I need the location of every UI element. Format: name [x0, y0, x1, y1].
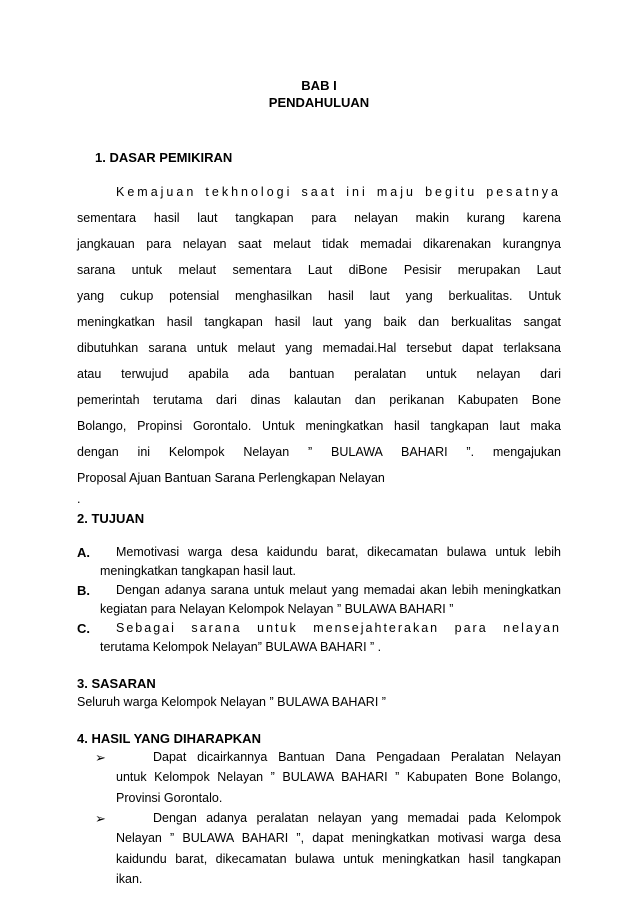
list-item-line: Dengan adanya sarana untuk melaut yang memadai akan lebih meningkatkan	[116, 583, 561, 597]
section-heading-dasar-pemikiran: 1. DASAR PEMIKIRAN	[95, 150, 233, 165]
list-item-line: meningkatkan tangkapan hasil laut.	[100, 564, 296, 578]
arrow-bullet-icon: ➢	[95, 811, 106, 826]
list-item-line: ikan.	[116, 872, 143, 886]
paragraph-line: Proposal Ajuan Bantuan Sarana Perlengkapan Nelayan	[77, 471, 385, 485]
paragraph-line: meningkatkan hasil tangkapan hasil laut yang baik dan berkualitas sangat	[77, 315, 561, 329]
list-item-line: kaidundu barat, dikecamatan bulawa untuk meningkatkan hasil tangkapan	[116, 852, 561, 866]
list-item-line: Dengan adanya peralatan nelayan yang memadai pada Kelompok	[153, 811, 561, 825]
paragraph-line: Kemajuan tekhnologi saat ini maju begitu pesatnya	[116, 185, 561, 199]
paragraph-line: atau terwujud apabila ada bantuan peralatan untuk nelayan dari	[77, 367, 561, 381]
list-item-line: Dapat dicairkannya Bantuan Dana Pengadaan Peralatan Nelayan	[153, 750, 561, 764]
section-heading-hasil: 4. HASIL YANG DIHARAPKAN	[77, 731, 261, 746]
stray-dot: .	[77, 492, 81, 506]
paragraph-line: jangkauan para nelayan saat melaut tidak memadai dikarenakan kurangnya	[77, 237, 561, 251]
chapter-number: BAB I	[301, 78, 337, 93]
section-heading-sasaran: 3. SASARAN	[77, 676, 156, 691]
section-heading-tujuan: 2. TUJUAN	[77, 511, 145, 526]
paragraph-line: dibutuhkan sarana untuk melaut yang memadai.Hal tersebut dapat terlaksana	[77, 341, 561, 355]
list-letter-a: A.	[77, 545, 90, 560]
list-letter-b: B.	[77, 583, 90, 598]
paragraph-line: sementara hasil laut tangkapan para nelayan makin kurang karena	[77, 211, 561, 225]
list-item-line: terutama Kelompok Nelayan” BULAWA BAHARI ” .	[100, 640, 382, 654]
paragraph-line: Bolango, Propinsi Gorontalo. Untuk meningkatkan hasil tangkapan laut maka	[77, 419, 561, 433]
chapter-title: PENDAHULUAN	[268, 95, 370, 110]
list-item-line: kegiatan para Nelayan Kelompok Nelayan ” BULAWA BAHARI ”	[100, 602, 454, 616]
paragraph-line: yang cukup potensial menghasilkan hasil laut yang berkualitas. Untuk	[77, 289, 561, 303]
list-item-line: Sebagai sarana untuk mensejahterakan para nelayan	[116, 621, 561, 635]
sasaran-text: Seluruh warga Kelompok Nelayan ” BULAWA BAHARI ”	[77, 695, 386, 709]
list-item-line: Memotivasi warga desa kaidundu barat, dikecamatan bulawa untuk lebih	[116, 545, 561, 559]
list-letter-c: C.	[77, 621, 90, 636]
paragraph-line: pemerintah terutama dari dinas kalautan dan perikanan Kabupaten Bone	[77, 393, 561, 407]
paragraph-line: dengan ini Kelompok Nelayan ” BULAWA BAHARI ”. mengajukan	[77, 445, 561, 459]
paragraph-line: sarana untuk melaut sementara Laut diBone Pesisir merupakan Laut	[77, 263, 561, 277]
list-item-line: untuk Kelompok Nelayan ” BULAWA BAHARI ” Kabupaten Bone Bolango,	[116, 770, 561, 784]
list-item-line: Nelayan ” BULAWA BAHARI ”, dapat meningkatkan motivasi warga desa	[116, 831, 561, 845]
list-item-line: Provinsi Gorontalo.	[116, 791, 223, 805]
arrow-bullet-icon: ➢	[95, 750, 106, 765]
